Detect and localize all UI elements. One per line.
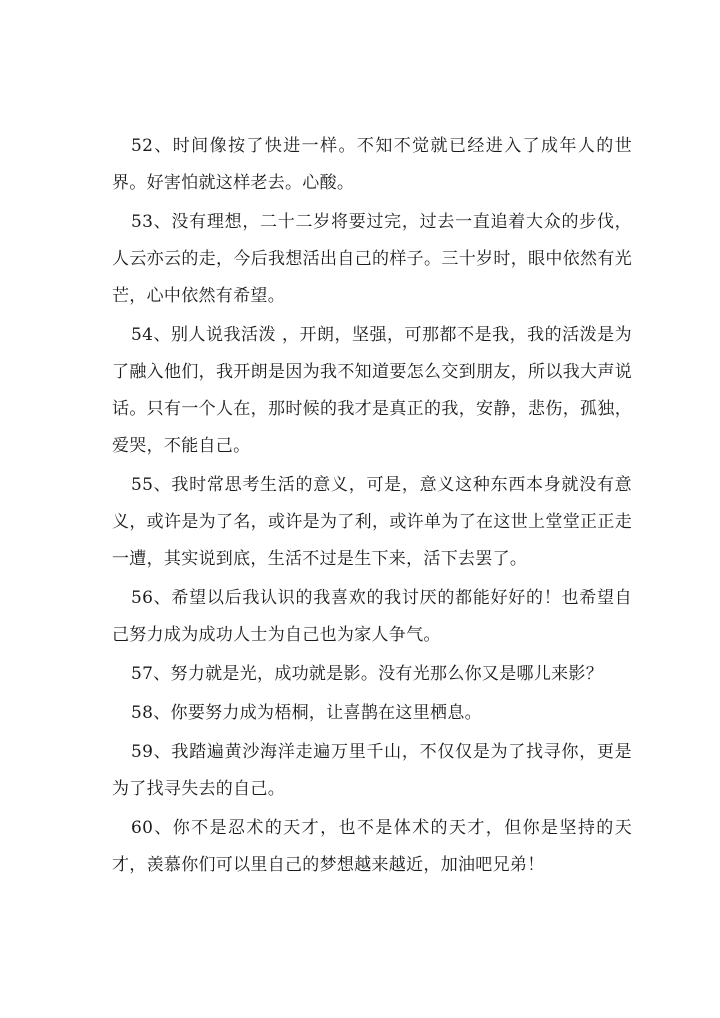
paragraph-52: 52、时间像按了快进一样。不知不觉就已经进入了成年人的世界。好害怕就这样老去。心酸。 — [112, 136, 632, 193]
paragraph-60: 60、你不是忍术的天才，也不是体术的天才，但你是坚持的天才，羡慕你们可以里自己的梦想越来越近，加油吧兄弟！ — [112, 818, 632, 875]
document-body — [112, 128, 632, 886]
paragraph-57: 57、努力就是光，成功就是影。没有光那么你又是哪儿来影？ — [131, 664, 604, 684]
paragraph-59: 59、我踏遍黄沙海洋走遍万里千山，不仅仅是为了找寻你，更是为了找寻失去的自己。 — [112, 742, 632, 799]
paragraph-53: 53、没有理想，二十二岁将要过完，过去一直追着大众的步伐，人云亦云的走，今后我想活出自己的样子。三十岁时，眼中依然有光芒，心中依然有希望。 — [112, 212, 632, 306]
paragraph-58: 58、你要努力成为梧桐，让喜鹊在这里栖息。 — [131, 703, 482, 723]
paragraph-56: 56、希望以后我认识的我喜欢的我讨厌的都能好好的！也希望自己努力成为成功人士为自己也为家人争气。 — [112, 588, 632, 645]
paragraph-55: 55、我时常思考生活的意义，可是，意义这种东西本身就没有意义，或许是为了名，或许是为了利，或许单为了在这世上堂堂正正走一遭，其实说到底，生活不过是生下来，活下去罢了。 — [112, 475, 632, 569]
paragraph-54: 54、别人说我活泼 ，开朗，坚强，可那都不是我，我的活泼是为了融入他们，我开朗是因为我不知道要怎么交到朋友，所以我大声说话。只有一个人在，那时候的我才是真正的我，安静，悲伤，孤独，爱哭，不能自己。 — [112, 325, 632, 456]
